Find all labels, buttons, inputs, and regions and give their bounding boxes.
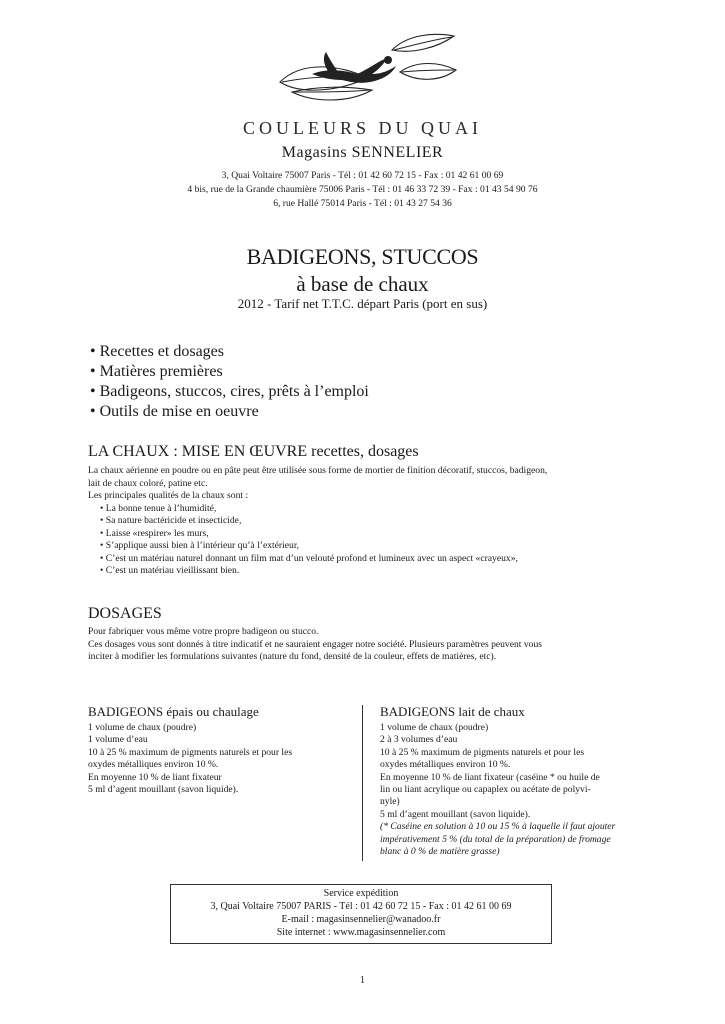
list-item: • Sa nature bactéricide et insecticide, — [88, 515, 648, 528]
list-item: • Matières premières — [90, 362, 369, 382]
brand-name: COULEURS DU QUAI — [243, 118, 482, 138]
service-email: E-mail : magasinsennelier@wanadoo.fr — [281, 914, 441, 925]
chaux-intro: La chaux aérienne en poudre ou en pâte peut être utilisée sous forme de mortier de finition décoratif, stuccos, badigeon, — [88, 465, 548, 476]
service-address: 3, Quai Voltaire 75007 PARIS - Tél : 01 42 60 72 15 - Fax : 01 42 61 00 69 — [210, 901, 512, 912]
list-item: • Laisse «respirer» les murs, — [88, 528, 648, 541]
recipe-line: oxydes métalliques environ 10 %. — [88, 759, 219, 771]
dosages-text: inciter à modifier les formulations suivantes (nature du fond, densité de la couleur, effets de matières, etc). — [88, 651, 497, 662]
recipe-lait — [380, 704, 642, 858]
recipe-note: impérativement 5 % (du total de la préparation) de fromage — [380, 833, 611, 845]
chaux-intro: lait de chaux coloré, patine etc. — [88, 477, 208, 489]
recipe-line: 2 à 3 volumes d’eau — [380, 734, 458, 746]
section-heading-chaux: LA CHAUX : MISE EN ŒUVRE recettes, dosages — [88, 443, 419, 460]
qualities-list — [88, 503, 648, 578]
logo-flying-figure — [272, 30, 457, 110]
list-item: • S’applique aussi bien à l’intérieur qu’à l’extérieur, — [88, 540, 648, 553]
recipe-line: nyle) — [380, 796, 400, 808]
dosages-text: Pour fabriquer vous même votre propre badigeon ou stucco. — [88, 626, 319, 637]
tarif-line: 2012 - Tarif net T.T.C. départ Paris (port en sus) — [237, 296, 488, 311]
dosages-text: Ces dosages vous sont donnés à titre indicatif et ne sauraient engager notre société. Plusieurs paramètres peuvent vous — [88, 638, 542, 650]
service-box — [170, 884, 552, 944]
address-line-voltaire: 3, Quai Voltaire 75007 Paris - Tél : 01 42 60 72 15 - Fax : 01 42 61 00 69 — [221, 170, 504, 181]
recipe-heading: BADIGEONS épais ou chaulage — [88, 704, 259, 719]
recipe-line: lin ou liant acrylique ou capaplex ou acétate de polyvi- — [380, 784, 591, 796]
page-number: 1 — [360, 975, 365, 986]
list-item: • La bonne tenue à l’humidité, — [88, 503, 648, 516]
list-item: • C’est un matériau vieillissant bien. — [88, 565, 648, 578]
recipe-line: En moyenne 10 % de liant fixateur (caséine * ou huile de — [380, 771, 600, 783]
service-website: Site internet : www.magasinsennelier.com — [276, 927, 446, 938]
section-heading-dosages: DOSAGES — [88, 605, 162, 622]
shop-name: Magasins SENNELIER — [281, 144, 444, 161]
chaux-section — [88, 465, 648, 578]
address-line-chaumiere: 4 bis, rue de la Grande chaumière 75006 Paris - Tél : 01 46 33 72 39 - Fax : 01 43 54 90 76 — [187, 184, 538, 195]
list-item: • Badigeons, stuccos, cires, prêts à l’emploi — [90, 382, 369, 402]
recipe-line: 10 à 25 % maximum de pigments naturels et pour les — [88, 746, 293, 758]
column-divider — [362, 705, 363, 861]
address-line-halle: 6, rue Hallé 75014 Paris - Tél : 01 43 27 54 36 — [273, 198, 452, 209]
recipe-line: 1 volume de chaux (poudre) — [380, 722, 489, 733]
recipe-epais — [88, 704, 346, 796]
recipe-line: 5 ml d’agent mouillant (savon liquide). — [380, 808, 531, 820]
dosages-section — [88, 626, 648, 664]
service-title: Service expédition — [323, 888, 399, 899]
recipe-line: 1 volume de chaux (poudre) — [88, 722, 197, 733]
recipe-line: oxydes métalliques environ 10 %. — [380, 759, 511, 771]
list-item: • Outils de mise en oeuvre — [90, 402, 369, 422]
list-item: • Recettes et dosages — [90, 342, 369, 362]
contents-list — [90, 342, 369, 422]
recipe-line: En moyenne 10 % de liant fixateur — [88, 771, 222, 783]
page-subtitle: à base de chaux — [296, 272, 429, 296]
recipe-note: blanc à 0 % de matière grasse) — [380, 846, 500, 858]
recipe-heading: BADIGEONS lait de chaux — [380, 704, 525, 719]
recipe-line: 1 volume d’eau — [88, 734, 148, 746]
page-title: BADIGEONS, STUCCOS — [246, 244, 479, 269]
recipe-note: (* Caséine en solution à 10 ou 15 % à laquelle il faut ajouter — [380, 821, 616, 833]
list-item: • C’est un matériau naturel donnant un film mat d’un velouté profond et lumineux avec un aspect «crayeux», — [88, 553, 648, 566]
qualities-intro: Les principales qualités de la chaux sont : — [88, 490, 249, 501]
recipe-line: 10 à 25 % maximum de pigments naturels et pour les — [380, 746, 585, 758]
recipe-line: 5 ml d’agent mouillant (savon liquide). — [88, 784, 239, 796]
